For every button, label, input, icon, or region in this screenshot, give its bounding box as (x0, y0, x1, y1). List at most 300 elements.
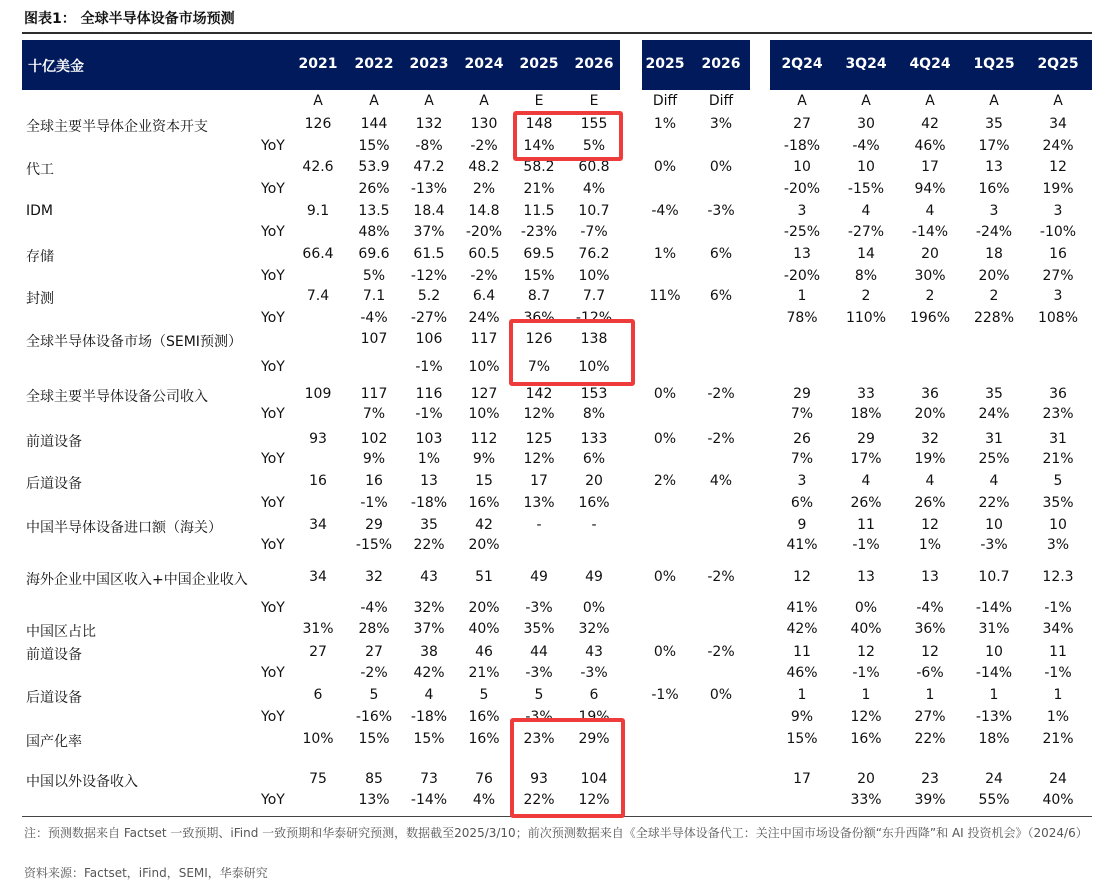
year-value: 8.7 (527, 288, 551, 304)
year-value: 16% (468, 731, 500, 747)
quarter-value: 108% (1037, 310, 1079, 326)
year-value: 14.8 (468, 203, 500, 219)
year-value: 138 (580, 331, 608, 347)
quarter-value: 26 (793, 431, 811, 447)
year-value: 51 (475, 569, 493, 585)
quarter-value: 228% (973, 310, 1015, 326)
subheader-year-type: E (534, 93, 544, 109)
year-value: 13 (420, 473, 438, 489)
quarter-value: 9% (790, 709, 814, 725)
yoy-label: YoY (261, 224, 285, 240)
quarter-value: 16 (1049, 246, 1067, 262)
diff-value: 3% (709, 116, 733, 132)
row-label: 中国半导体设备进口额（海关） (26, 520, 222, 536)
header-year: 2025 (519, 56, 559, 72)
diff-value: 0% (709, 159, 733, 175)
year-value: -7% (580, 224, 608, 240)
year-value: 19% (578, 709, 610, 725)
subheader-year-type: A (424, 93, 434, 109)
row-label: 代工 (26, 162, 54, 178)
year-value: 27 (309, 644, 327, 660)
quarter-value: 12 (1049, 159, 1067, 175)
quarter-value: 14 (857, 246, 875, 262)
quarter-value: 6% (790, 495, 814, 511)
quarter-value: -1% (1044, 665, 1072, 681)
year-value: 12% (523, 406, 555, 422)
year-value: 75 (309, 771, 327, 787)
year-value: 112 (470, 431, 498, 447)
year-value: 22% (413, 537, 445, 553)
quarter-value: 4 (861, 203, 871, 219)
quarter-value: 25% (978, 451, 1010, 467)
year-value: 11.5 (523, 203, 555, 219)
year-value: 6% (582, 451, 606, 467)
diff-value: 1% (653, 246, 677, 262)
year-value: 46 (475, 644, 493, 660)
quarter-value: 10 (857, 159, 875, 175)
quarter-value: 3 (797, 203, 807, 219)
year-value: 44 (530, 644, 548, 660)
year-value: 12% (578, 792, 610, 808)
year-value: -2% (470, 268, 498, 284)
subheader-quarter-type: A (861, 93, 871, 109)
year-value: 76.2 (578, 246, 610, 262)
yoy-label: YoY (261, 600, 285, 616)
quarter-value: -20% (783, 268, 821, 284)
year-value: 15% (358, 731, 390, 747)
year-value: 10% (578, 268, 610, 284)
year-value: 16% (468, 495, 500, 511)
year-value: 37% (413, 621, 445, 637)
quarter-value: 10 (985, 644, 1003, 660)
year-value: 144 (360, 116, 388, 132)
quarter-value: 9 (797, 517, 807, 533)
quarter-value: 16% (978, 181, 1010, 197)
quarter-value: 3 (989, 203, 999, 219)
diff-value: 6% (709, 288, 733, 304)
year-value: 107 (360, 331, 388, 347)
year-value: -12% (575, 310, 613, 326)
quarter-value: 10 (793, 159, 811, 175)
year-value: 117 (360, 386, 388, 402)
year-value: -1% (415, 406, 443, 422)
year-value: 93 (309, 431, 327, 447)
year-value: 15% (523, 268, 555, 284)
yoy-label: YoY (261, 451, 285, 467)
year-value: 8% (582, 406, 606, 422)
quarter-value: 1 (861, 687, 871, 703)
year-value: 61.5 (413, 246, 445, 262)
year-value: 34 (309, 569, 327, 585)
year-value: -16% (355, 709, 393, 725)
quarter-value: -20% (783, 181, 821, 197)
header-quarter: 2Q25 (1037, 56, 1079, 72)
year-value: -1% (415, 359, 443, 375)
quarter-value: 11 (1049, 644, 1067, 660)
quarter-value: 33% (850, 792, 882, 808)
figure-title: 图表1： 全球半导体设备市场预测 (24, 11, 235, 27)
quarter-value: 17% (978, 138, 1010, 154)
quarter-value: 33 (857, 386, 875, 402)
year-value: -18% (410, 709, 448, 725)
year-value: -4% (360, 310, 388, 326)
year-value: -23% (520, 224, 558, 240)
quarter-value: 24 (985, 771, 1003, 787)
header-quarter: 2Q24 (781, 56, 823, 72)
year-value: 5 (534, 687, 544, 703)
quarter-value: -4% (852, 138, 880, 154)
quarter-value: -18% (783, 138, 821, 154)
year-value: -1% (360, 495, 388, 511)
quarter-value: -25% (783, 224, 821, 240)
year-value: 13% (358, 792, 390, 808)
year-value: 0% (582, 600, 606, 616)
quarter-value: 16% (850, 731, 882, 747)
year-value: 31% (302, 621, 334, 637)
row-label: 后道设备 (26, 476, 82, 492)
year-value: 9% (362, 451, 386, 467)
quarter-value: 78% (786, 310, 818, 326)
quarter-value: 12 (857, 644, 875, 660)
quarter-value: -15% (847, 181, 885, 197)
year-value: -4% (360, 600, 388, 616)
year-value: 132 (415, 116, 443, 132)
year-value: 6 (313, 687, 323, 703)
year-value: 5% (582, 138, 606, 154)
quarter-value: 30% (914, 268, 946, 284)
yoy-label: YoY (261, 359, 285, 375)
quarter-value: 15% (786, 731, 818, 747)
quarter-value: 12% (850, 709, 882, 725)
year-value: 10% (468, 359, 500, 375)
unit-label: 十亿美金 (28, 59, 84, 75)
header-year: 2021 (298, 56, 338, 72)
year-value: 37% (413, 224, 445, 240)
quarter-value: 13 (921, 569, 939, 585)
year-value: 7% (527, 359, 551, 375)
year-value: 22% (523, 792, 555, 808)
quarter-value: 12 (921, 517, 939, 533)
year-value: -3% (525, 600, 553, 616)
year-value: 29% (578, 731, 610, 747)
diff-value: 0% (653, 644, 677, 660)
quarter-value: 32 (921, 431, 939, 447)
year-value: 106 (415, 331, 443, 347)
year-value: 109 (304, 386, 332, 402)
year-value: 69.5 (523, 246, 555, 262)
year-value: 153 (580, 386, 608, 402)
year-value: 5 (369, 687, 379, 703)
year-value: 14% (523, 138, 555, 154)
quarter-value: 41% (786, 600, 818, 616)
quarter-value: -4% (916, 600, 944, 616)
quarter-value: 26% (850, 495, 882, 511)
quarter-value: 22% (978, 495, 1010, 511)
row-label: 中国区占比 (26, 624, 96, 640)
year-value: -27% (410, 310, 448, 326)
row-label: 全球主要半导体企业资本开支 (26, 119, 208, 135)
subheader-quarter-type: A (989, 93, 999, 109)
quarter-value: 22% (914, 731, 946, 747)
year-value: 102 (360, 431, 388, 447)
diff-value: 0% (653, 569, 677, 585)
year-value: 127 (470, 386, 498, 402)
diff-value: 0% (653, 159, 677, 175)
year-value: 4% (472, 792, 496, 808)
quarter-value: -1% (852, 537, 880, 553)
quarter-value: -27% (847, 224, 885, 240)
quarter-value: 20% (914, 406, 946, 422)
quarter-value: 2 (861, 288, 871, 304)
subheader-quarter-type: A (797, 93, 807, 109)
year-value: 85 (365, 771, 383, 787)
year-value: 17 (530, 473, 548, 489)
year-value: 23% (523, 731, 555, 747)
year-value: 6 (589, 687, 599, 703)
year-value: -3% (580, 665, 608, 681)
quarter-value: 20 (921, 246, 939, 262)
quarter-value: -1% (852, 665, 880, 681)
year-value: 6.4 (472, 288, 496, 304)
quarter-value: 55% (978, 792, 1010, 808)
row-label: 封测 (26, 291, 54, 307)
quarter-value: 4 (861, 473, 871, 489)
year-value: 28% (358, 621, 390, 637)
yoy-label: YoY (261, 709, 285, 725)
diff-value: 11% (649, 288, 681, 304)
year-value: 13% (523, 495, 555, 511)
quarter-value: 3% (1046, 537, 1070, 553)
year-value: 116 (415, 386, 443, 402)
year-value: 43 (420, 569, 438, 585)
quarter-value: 34% (1042, 621, 1074, 637)
header-diff-year: 2025 (645, 56, 685, 72)
quarter-value: 1% (918, 537, 942, 553)
year-value: 16 (309, 473, 327, 489)
diff-value: -2% (707, 644, 735, 660)
quarter-value: -13% (975, 709, 1013, 725)
quarter-value: -1% (1044, 600, 1072, 616)
year-value: -12% (410, 268, 448, 284)
quarter-value: 12 (793, 569, 811, 585)
year-value: - (536, 517, 542, 533)
quarter-value: 17 (921, 159, 939, 175)
quarter-value: 31% (978, 621, 1010, 637)
yoy-label: YoY (261, 268, 285, 284)
row-label: 全球主要半导体设备公司收入 (26, 389, 208, 405)
row-label: 前道设备 (26, 647, 82, 663)
year-value: 7.4 (306, 288, 330, 304)
year-value: 16% (578, 495, 610, 511)
subheader-year-type: A (369, 93, 379, 109)
quarter-value: 18 (985, 246, 1003, 262)
quarter-value: 23% (1042, 406, 1074, 422)
quarter-value: 17 (793, 771, 811, 787)
yoy-label: YoY (261, 310, 285, 326)
row-label: 国产化率 (26, 734, 82, 750)
diff-value: 0% (709, 687, 733, 703)
year-value: 126 (304, 116, 332, 132)
highlight-box-capex (513, 111, 623, 161)
yoy-label: YoY (261, 537, 285, 553)
year-value: 16 (365, 473, 383, 489)
yoy-label: YoY (261, 495, 285, 511)
year-value: -15% (355, 537, 393, 553)
quarter-value: 13 (793, 246, 811, 262)
year-value: 58.2 (523, 159, 555, 175)
subheader-year-type: E (589, 93, 599, 109)
quarter-value: 8% (854, 268, 878, 284)
quarter-value: 35 (985, 116, 1003, 132)
year-value: 24% (468, 310, 500, 326)
source-line: 资料来源：Factset，iFind，SEMI，华泰研究 (24, 866, 268, 880)
quarter-value: 42 (921, 116, 939, 132)
row-label: 存储 (26, 249, 54, 265)
quarter-value: 1 (797, 288, 807, 304)
quarter-value: 41% (786, 537, 818, 553)
row-label: 海外企业中国区收入+中国企业收入 (26, 572, 248, 588)
quarter-value: 36 (1049, 386, 1067, 402)
header-year: 2023 (409, 56, 449, 72)
year-value: 142 (525, 386, 553, 402)
quarter-value: 30 (857, 116, 875, 132)
year-value: -18% (410, 495, 448, 511)
year-value: 38 (420, 644, 438, 660)
year-value: 32% (578, 621, 610, 637)
quarter-value: 110% (845, 310, 887, 326)
yoy-label: YoY (261, 181, 285, 197)
year-value: 10% (468, 406, 500, 422)
quarter-value: 4 (989, 473, 999, 489)
diff-value: -3% (707, 203, 735, 219)
subheader-year-type: A (479, 93, 489, 109)
quarter-value: 3 (1053, 203, 1063, 219)
quarter-value: 1 (925, 687, 935, 703)
quarter-value: 7% (790, 406, 814, 422)
year-value: 10% (578, 359, 610, 375)
year-value: 15% (413, 731, 445, 747)
row-label: 后道设备 (26, 690, 82, 706)
quarter-value: 18% (978, 731, 1010, 747)
quarter-value: -6% (916, 665, 944, 681)
quarter-value: 27 (793, 116, 811, 132)
quarter-value: 3 (797, 473, 807, 489)
quarter-value: 19% (1042, 181, 1074, 197)
quarter-value: 7% (790, 451, 814, 467)
diff-value: 6% (709, 246, 733, 262)
diff-value: -1% (651, 687, 679, 703)
year-value: 60.8 (578, 159, 610, 175)
year-value: 10.7 (578, 203, 610, 219)
year-value: 9.1 (306, 203, 330, 219)
year-value: 73 (420, 771, 438, 787)
year-value: 27 (365, 644, 383, 660)
year-value: 42 (475, 517, 493, 533)
highlight-box-semi (509, 319, 635, 386)
year-value: -13% (410, 181, 448, 197)
quarter-value: 0% (854, 600, 878, 616)
quarter-value: 40% (1042, 792, 1074, 808)
year-value: 21% (523, 181, 555, 197)
year-value: 18.4 (413, 203, 445, 219)
quarter-value: 94% (914, 181, 946, 197)
quarter-value: 3 (1053, 288, 1063, 304)
title-rule (22, 32, 1092, 34)
year-value: 103 (415, 431, 443, 447)
year-value: 43 (585, 644, 603, 660)
quarter-value: 12 (921, 644, 939, 660)
year-value: 10% (302, 731, 334, 747)
quarter-value: 29 (857, 431, 875, 447)
quarter-value: 196% (909, 310, 951, 326)
quarter-value: 24% (978, 406, 1010, 422)
year-value: -2% (360, 665, 388, 681)
quarter-value: 24% (1042, 138, 1074, 154)
year-value: 42% (413, 665, 445, 681)
quarter-value: 4 (925, 203, 935, 219)
quarter-value: 36 (921, 386, 939, 402)
subheader-year-type: A (313, 93, 323, 109)
quarter-value: 26% (914, 495, 946, 511)
year-value: 32% (413, 600, 445, 616)
diff-value: -2% (707, 431, 735, 447)
year-value: 76 (475, 771, 493, 787)
quarter-value: 24 (1049, 771, 1067, 787)
diff-value: 0% (653, 386, 677, 402)
year-value: 4 (424, 687, 434, 703)
year-value: 48% (358, 224, 390, 240)
year-value: 117 (470, 331, 498, 347)
quarter-value: 36% (914, 621, 946, 637)
quarter-value: 1 (989, 687, 999, 703)
quarter-value: 1 (797, 687, 807, 703)
subheader-quarter-type: A (1053, 93, 1063, 109)
year-value: -3% (525, 709, 553, 725)
year-value: 34 (309, 517, 327, 533)
year-value: 15 (475, 473, 493, 489)
year-value: -14% (410, 792, 448, 808)
year-value: 35 (420, 517, 438, 533)
header-quarter: 4Q24 (909, 56, 951, 72)
quarter-value: 21% (1042, 451, 1074, 467)
quarter-value: 40% (850, 621, 882, 637)
quarter-value: 4 (925, 473, 935, 489)
diff-value: -2% (707, 386, 735, 402)
row-label: 前道设备 (26, 434, 82, 450)
year-value: 130 (470, 116, 498, 132)
subheader-diff: Diff (708, 93, 734, 109)
header-quarter: 1Q25 (973, 56, 1015, 72)
year-value: 13.5 (358, 203, 390, 219)
quarter-value: 21% (1042, 731, 1074, 747)
quarter-value: 27% (1042, 268, 1074, 284)
quarter-value: 39% (914, 792, 946, 808)
year-value: 4% (582, 181, 606, 197)
year-value: 125 (525, 431, 553, 447)
quarter-value: 42% (786, 621, 818, 637)
quarter-value: 29 (793, 386, 811, 402)
diff-value: 2% (653, 473, 677, 489)
quarter-value: 20% (978, 268, 1010, 284)
year-value: 60.5 (468, 246, 500, 262)
year-value: 66.4 (302, 246, 334, 262)
quarter-value: 35% (1042, 495, 1074, 511)
row-label: IDM (26, 203, 53, 219)
quarter-value: 1 (1053, 687, 1063, 703)
year-value: 36% (523, 310, 555, 326)
year-value: 1% (417, 451, 441, 467)
highlight-box-domestic (510, 718, 625, 818)
